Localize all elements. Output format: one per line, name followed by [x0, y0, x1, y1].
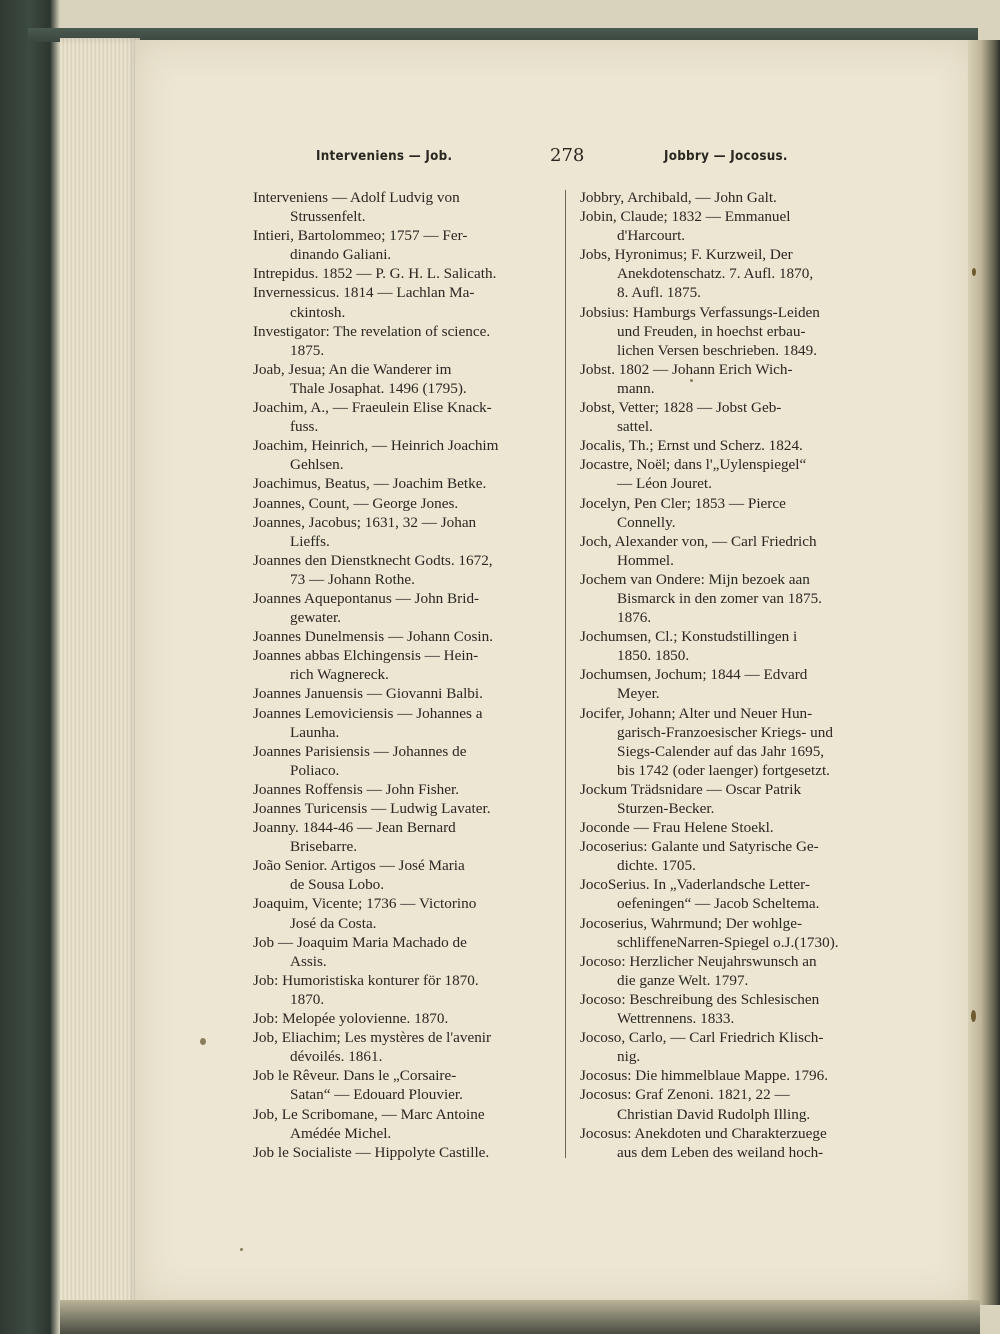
index-entry: Jocoso: Herzlicher Neujahrswunsch an die ganze Welt. 1797.: [580, 952, 817, 989]
index-entry: Jobsius: Hamburgs Verfassungs-Leiden und Freuden, in hoechst erbau- lichen Versen beschrieben. 1849.: [580, 303, 820, 359]
index-entry: Jocoso: Beschreibung des Schlesischen Wettrennens. 1833.: [580, 990, 820, 1028]
index-entry: Joaquim, Vicente; 1736 — Victorino José da Costa.: [253, 895, 477, 932]
right-column: [580, 188, 878, 1162]
index-entry: Joannes den Dienstknecht Godts. 1672, 73 — Johann Rothe.: [253, 551, 493, 588]
index-entry: Joannes, Jacobus; 1631, 32 — Johan Lieffs.: [253, 513, 477, 550]
paper-speck: [240, 1248, 243, 1251]
index-entry: Jocastre, Noël; dans l'„Uylenspiegel“ — Léon Jouret.: [580, 456, 807, 493]
index-entry: Jobin, Claude; 1832 — Emmanuel d'Harcourt.: [580, 208, 791, 245]
header-left-range: Interveniens — Job.: [316, 149, 453, 164]
index-entry: Joannes Roffensis — John Fisher.: [253, 780, 460, 798]
index-entry: Job le Rêveur. Dans le „Corsaire- Satan“ — Edouard Plouvier.: [253, 1067, 463, 1104]
page-bottom-edge: [60, 1300, 980, 1334]
index-entry: Interveniens — Adolf Ludvig von Strussenfelt.: [253, 189, 460, 226]
index-entry: Job le Socialiste — Hippolyte Castille.: [253, 1143, 490, 1161]
paper-speck: [972, 268, 976, 276]
index-entry: Jochumsen, Jochum; 1844 — Edvard Meyer.: [580, 666, 808, 703]
index-entry: Job, Le Scribomane, — Marc Antoine Amédée Michel.: [253, 1105, 485, 1142]
index-entry: Joannes, Count, — George Jones.: [253, 494, 459, 512]
index-entry: Joannes Parisiensis — Johannes de Poliaco.: [253, 742, 467, 779]
index-entry: Jobst, Vetter; 1828 — Jobst Geb- sattel.: [580, 399, 782, 436]
paper-speck: [200, 1038, 206, 1045]
index-entry: Job, Eliachim; Les mystères de l'avenir dévoilés. 1861.: [253, 1029, 492, 1066]
index-entry: Joannes abbas Elchingensis — Hein- rich Wagnereck.: [253, 647, 479, 684]
index-entry: Jocifer, Johann; Alter und Neuer Hun- garisch-Franzoesischer Kriegs- und Siegs-Calender auf das Jahr 1695, bis 1742 (oder laenger) fortgesetzt.: [580, 704, 833, 779]
index-entry: Jockum Trädsnidare — Oscar Patrik Sturzen-Becker.: [580, 780, 802, 817]
index-entry: Joanny. 1844-46 — Jean Bernard Brisebarre.: [253, 819, 456, 856]
running-header: [200, 147, 900, 171]
index-entry: Jobs, Hyronimus; F. Kurzweil, Der Anekdotenschatz. 7. Aufl. 1870, 8. Aufl. 1875.: [580, 246, 814, 302]
index-entry: Jocosus: Die himmelblaue Mappe. 1796.: [580, 1067, 829, 1085]
index-entry: Intieri, Bartolommeo; 1757 — Fer- dinando Galiani.: [253, 227, 468, 264]
index-entry: Joannes Januensis — Giovanni Balbi.: [253, 685, 483, 703]
index-entry: Jocosus: Anekdoten und Charakterzuege aus dem Leben des weiland hoch-: [580, 1124, 827, 1161]
index-entry: Joannes Lemoviciensis — Johannes a Launha.: [253, 704, 483, 741]
index-entry: Jochem van Ondere: Mijn bezoek aan Bismarck in den zomer van 1875. 1876.: [580, 570, 822, 627]
index-entry: Invernessicus. 1814 — Lachlan Ma- ckintosh.: [253, 284, 475, 321]
index-entry: Jocosus: Graf Zenoni. 1821, 22 — Christian David Rudolph Illing.: [580, 1086, 811, 1123]
page-stack-edge: [60, 38, 140, 1308]
index-entry: JocoSerius. In „Vaderlandsche Letter- oefeningen“ — Jacob Scheltema.: [580, 876, 820, 913]
index-entry: Jobst. 1802 — Johann Erich Wich- mann.: [580, 360, 793, 397]
index-entry: Joannes Turicensis — Ludwig Lavater.: [253, 800, 491, 817]
index-entry: Jocoso, Carlo, — Carl Friedrich Klisch- nig.: [580, 1029, 824, 1066]
index-entry: Job: Humoristiska konturer för 1870. 1870.: [253, 971, 479, 1008]
page-right-edge: [968, 40, 1000, 1305]
index-entry: Joachimus, Beatus, — Joachim Betke.: [253, 475, 487, 493]
index-entry: Joachim, A., — Fraeulein Elise Knack- fuss.: [253, 399, 492, 436]
index-entry: Job: Melopée yolovienne. 1870.: [253, 1010, 449, 1028]
index-entry: Joachim, Heinrich, — Heinrich Joachim Gehlsen.: [253, 437, 499, 474]
index-entry: Jocoserius: Galante und Satyrische Ge- dichte. 1705.: [580, 838, 819, 875]
index-entry: Jobbry, Archibald, — John Galt.: [580, 189, 777, 206]
index-entry: Investigator: The revelation of science. 1875.: [253, 322, 491, 359]
paper-speck: [690, 379, 693, 382]
header-right-range: Jobbry — Jocosus.: [664, 149, 788, 164]
left-column: [253, 188, 549, 1162]
index-entry: Jocoserius, Wahrmund; Der wohlge- schliffeneNarren-Spiegel o.J.(1730).: [580, 914, 839, 951]
index-entry: Joannes Dunelmensis — Johann Cosin.: [253, 628, 494, 646]
index-entry: Joch, Alexander von, — Carl Friedrich Hommel.: [580, 532, 817, 569]
index-entry: João Senior. Artigos — José Maria de Sousa Lobo.: [253, 857, 465, 894]
index-entry: Joannes Aquepontanus — John Brid- gewater.: [253, 589, 480, 627]
index-entry: Jocelyn, Pen Cler; 1853 — Pierce Connelly.: [580, 494, 786, 531]
index-entry: Jocalis, Th.; Ernst und Scherz. 1824.: [580, 437, 803, 455]
column-divider: [565, 190, 566, 1158]
index-entry: Job — Joaquim Maria Machado de Assis.: [253, 933, 467, 970]
index-entry: Joconde — Frau Helene Stoekl.: [580, 819, 774, 837]
paper-speck: [971, 1010, 976, 1022]
page-number: 278: [550, 145, 585, 166]
index-entry: Intrepidus. 1852 — P. G. H. L. Salicath.: [253, 265, 497, 283]
index-entry: Joab, Jesua; An die Wanderer im Thale Josaphat. 1496 (1795).: [253, 360, 467, 397]
index-entry: Jochumsen, Cl.; Konstudstillingen i 1850. 1850.: [580, 628, 798, 665]
